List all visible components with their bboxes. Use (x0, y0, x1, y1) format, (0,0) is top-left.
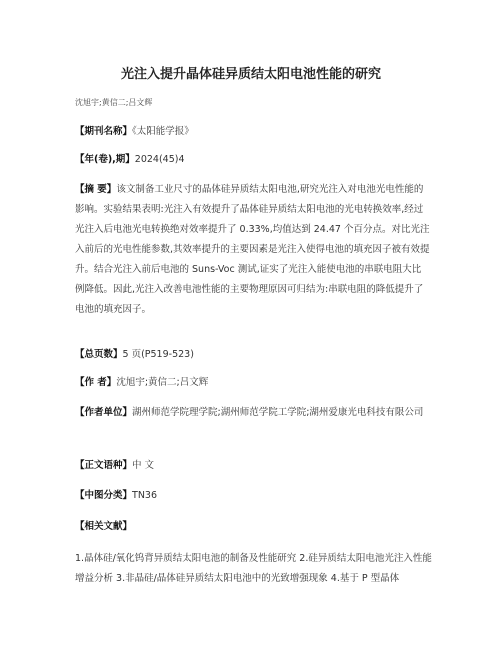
classification-field (75, 486, 430, 506)
related-heading: 【相关文献】 (75, 521, 133, 532)
abstract-label: 【摘 要】 (75, 184, 117, 195)
year-field (75, 150, 430, 170)
paper-title: 光注入提升晶体硅异质结太阳电池性能的研究 (120, 67, 381, 82)
journal-value: 《太阳能学报》 (132, 126, 194, 137)
related-references: 1.晶体硅/氧化钨背异质结太阳电池的制备及性能研究 2.硅异质结太阳电池光注入性能增益分析 3.非晶硅/晶体硅异质结太阳电池中的光致增强现象 4.基于 P 型晶体 (75, 553, 432, 584)
language-field (75, 456, 430, 476)
year-label: 【年(卷),期】 (75, 154, 135, 165)
journal-label: 【期刊名称】 (75, 126, 133, 137)
language-value: 中 文 (132, 460, 155, 471)
affiliation-label: 【作者单位】 (75, 407, 133, 418)
affiliation-value: 湖州师范学院理学院;湖州师范学院工学院;湖州爱康光电科技有限公司 (132, 407, 424, 418)
author-field (75, 373, 430, 393)
abstract-value: 该文制备工业尺寸的晶体硅异质结太阳电池,研究光注入对电池光电性能的影响。实验结果表明:光注入有效提升了晶体硅异质结太阳电池的光电转换效率,经过光注入后电池光电转换绝对效率提升了 0.33%,均值达到 24.47 个百分点。对比光注入前后的光电性能参数,其效率提升的主要因素是光注入使得电池的填充因子被有效提升。结合光注入前后电池的 Suns-Voc 测试,证实了光注入能使电池的串联电阻大比例降低。因此,光注入改善电池性能的主要物理原因可归结为:串联电阻的降低提升了电池的填充因子。 (75, 184, 430, 315)
abstract-field (75, 180, 430, 320)
language-label: 【正文语种】 (75, 460, 133, 471)
pages-field (75, 345, 430, 365)
affiliation-field (75, 403, 430, 423)
classification-value: TN36 (132, 490, 158, 501)
authors-line: 沈旭宇;黄信二;吕文辉 (75, 98, 153, 107)
pages-label: 【总页数】 (75, 349, 123, 360)
author-value: 沈旭宇;黄信二;吕文辉 (116, 377, 209, 388)
journal-field (75, 122, 430, 142)
author-label: 【作 者】 (75, 377, 117, 388)
pages-value: 5 页(P519-523) (122, 349, 194, 360)
year-value: 2024(45)4 (134, 154, 185, 165)
classification-label: 【中图分类】 (75, 490, 133, 501)
